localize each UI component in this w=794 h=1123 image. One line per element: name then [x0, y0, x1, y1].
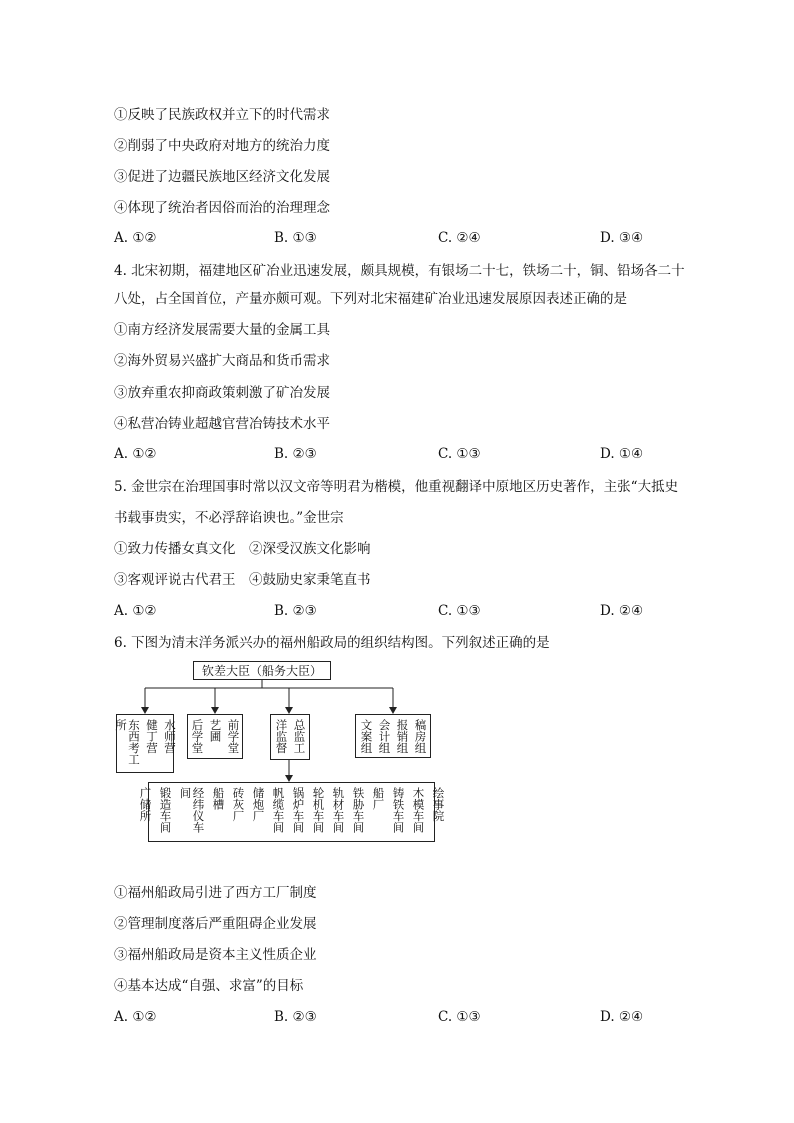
q4-stem-line-1: 4. 北宋初期，福建地区矿冶业迅速发展，颇具规模，有银场二十七，铁场二十，铜、铅场各二十 — [114, 263, 685, 279]
org-unit-brick-lime-works: 砖灰厂 — [231, 787, 246, 822]
org-unit-boiler-shop: 锅炉车间 — [291, 787, 306, 833]
q3-item-1: ①反映了民族政权并立下的时代需求 — [114, 107, 330, 123]
q6-item-3: ③福州船政局是资本主义性质企业 — [114, 947, 317, 963]
q3-option-c[interactable]: C. ②④ — [438, 230, 481, 246]
org-group-military — [114, 714, 177, 773]
org-unit-slipway: 船槽 — [211, 787, 226, 810]
org-unit-guard-camp: 健丁营 — [145, 719, 159, 754]
q3-options — [114, 230, 674, 248]
org-unit-chief-supervisor: 总监工 — [292, 719, 307, 754]
org-unit-draft-office: 稿房组 — [413, 719, 428, 754]
q6-item-1: ①福州船政局引进了西方工厂制度 — [114, 885, 317, 901]
q4-item-2: ②海外贸易兴盛扩大商品和货币需求 — [114, 353, 330, 369]
org-unit-shipyard: 船厂 — [371, 787, 386, 810]
q6-options — [114, 1009, 674, 1027]
q4-item-4: ④私营冶铸业超越官营冶铸技术水平 — [114, 416, 330, 432]
q3-item-4: ④体现了统治者因俗而治的治理理念 — [114, 200, 330, 216]
org-unit-foundry: 铸铁车间 — [391, 787, 406, 833]
org-group-supervision — [270, 714, 310, 760]
q6-option-b[interactable]: B. ②③ — [274, 1009, 317, 1025]
q5-option-b[interactable]: B. ②③ — [274, 603, 317, 619]
org-group-admin — [355, 714, 431, 758]
org-unit-gun-depot: 储炮厂 — [251, 787, 266, 822]
org-unit-art-school: 艺圃 — [208, 719, 223, 742]
org-unit-exam-office: 东西考工所 — [114, 719, 141, 765]
q3-item-3: ③促进了边疆民族地区经济文化发展 — [114, 169, 330, 185]
org-top-label: 钦差大臣（船务大臣） — [201, 664, 322, 678]
org-unit-back-school: 后学堂 — [190, 719, 205, 754]
q6-option-a[interactable]: A. ①② — [114, 1009, 157, 1025]
org-top-box — [193, 661, 331, 680]
org-unit-theodolite-shop: 经纬仪车间 — [178, 787, 206, 833]
org-unit-front-school: 前学堂 — [226, 719, 241, 754]
q4-option-b[interactable]: B. ②③ — [274, 446, 317, 462]
q6-stem: 6. 下图为清末洋务派兴办的福州船政局的组织结构图。下列叙述正确的是 — [114, 635, 550, 651]
org-group-factories — [138, 782, 446, 842]
org-unit-drawing-office: 绘事院 — [431, 787, 446, 822]
q5-option-d[interactable]: D. ②④ — [600, 603, 644, 619]
q4-option-d[interactable]: D. ①④ — [600, 446, 644, 462]
org-unit-engine-shop: 轮机车间 — [311, 787, 326, 833]
q6-option-d[interactable]: D. ②④ — [600, 1009, 644, 1025]
q4-options — [114, 446, 674, 464]
q6-item-2: ②管理制度落后严重阻碍企业发展 — [114, 916, 317, 932]
q5-option-c[interactable]: C. ①③ — [438, 603, 481, 619]
q3-item-2: ②削弱了中央政府对地方的统治力度 — [114, 138, 330, 154]
q4-item-1: ①南方经济发展需要大量的金属工具 — [114, 322, 330, 338]
q3-option-a[interactable]: A. ①② — [114, 230, 157, 246]
q5-items-row-2: ③客观评说古代君王 ④鼓励史家秉笔直书 — [114, 572, 371, 588]
q4-option-a[interactable]: A. ①② — [114, 446, 157, 462]
q6-item-4: ④基本达成“自强、求富”的目标 — [114, 978, 304, 994]
org-unit-accounting-office: 会计组 — [377, 719, 392, 754]
q6-option-c[interactable]: C. ①③ — [438, 1009, 481, 1025]
org-unit-naval-camp: 水师营 — [163, 719, 177, 754]
org-unit-iron-rib-shop: 铁胁车间 — [351, 787, 366, 833]
org-unit-reimburse-office: 报销组 — [395, 719, 410, 754]
q5-options — [114, 603, 674, 621]
org-unit-storehouse: 广储所 — [138, 787, 153, 822]
org-unit-forging-shop: 锻造车间 — [158, 787, 173, 833]
q4-stem-line-2: 八处，占全国首位，产量亦颇可观。下列对北宋福建矿冶业迅速发展原因表述正确的是 — [114, 291, 627, 307]
org-unit-pattern-shop: 木模车间 — [411, 787, 426, 833]
q5-stem-line-1: 5. 金世宗在治理国事时常以汉文帝等明君为楷模，他重视翻译中原地区历史著作，主张“大抵史 — [114, 479, 679, 495]
q4-option-c[interactable]: C. ①③ — [438, 446, 481, 462]
q3-option-b[interactable]: B. ①③ — [274, 230, 317, 246]
org-group-schools — [187, 714, 243, 759]
q5-option-a[interactable]: A. ①② — [114, 603, 157, 619]
q5-stem-line-2: 书载事贵实，不必浮辞谄谀也。”金世宗 — [114, 510, 344, 526]
q5-items-row-1: ①致力传播女真文化 ②深受汉族文化影响 — [114, 541, 371, 557]
q3-option-d[interactable]: D. ③④ — [600, 230, 644, 246]
org-unit-documents-office: 文案组 — [359, 719, 374, 754]
org-unit-rigging-shop: 帆缆车间 — [271, 787, 286, 833]
q4-item-3: ③放弃重农抑商政策刺激了矿冶发展 — [114, 385, 330, 401]
org-unit-foreign-supervisor: 洋监督 — [274, 719, 289, 754]
org-unit-rail-material-shop: 轨材车间 — [331, 787, 346, 833]
